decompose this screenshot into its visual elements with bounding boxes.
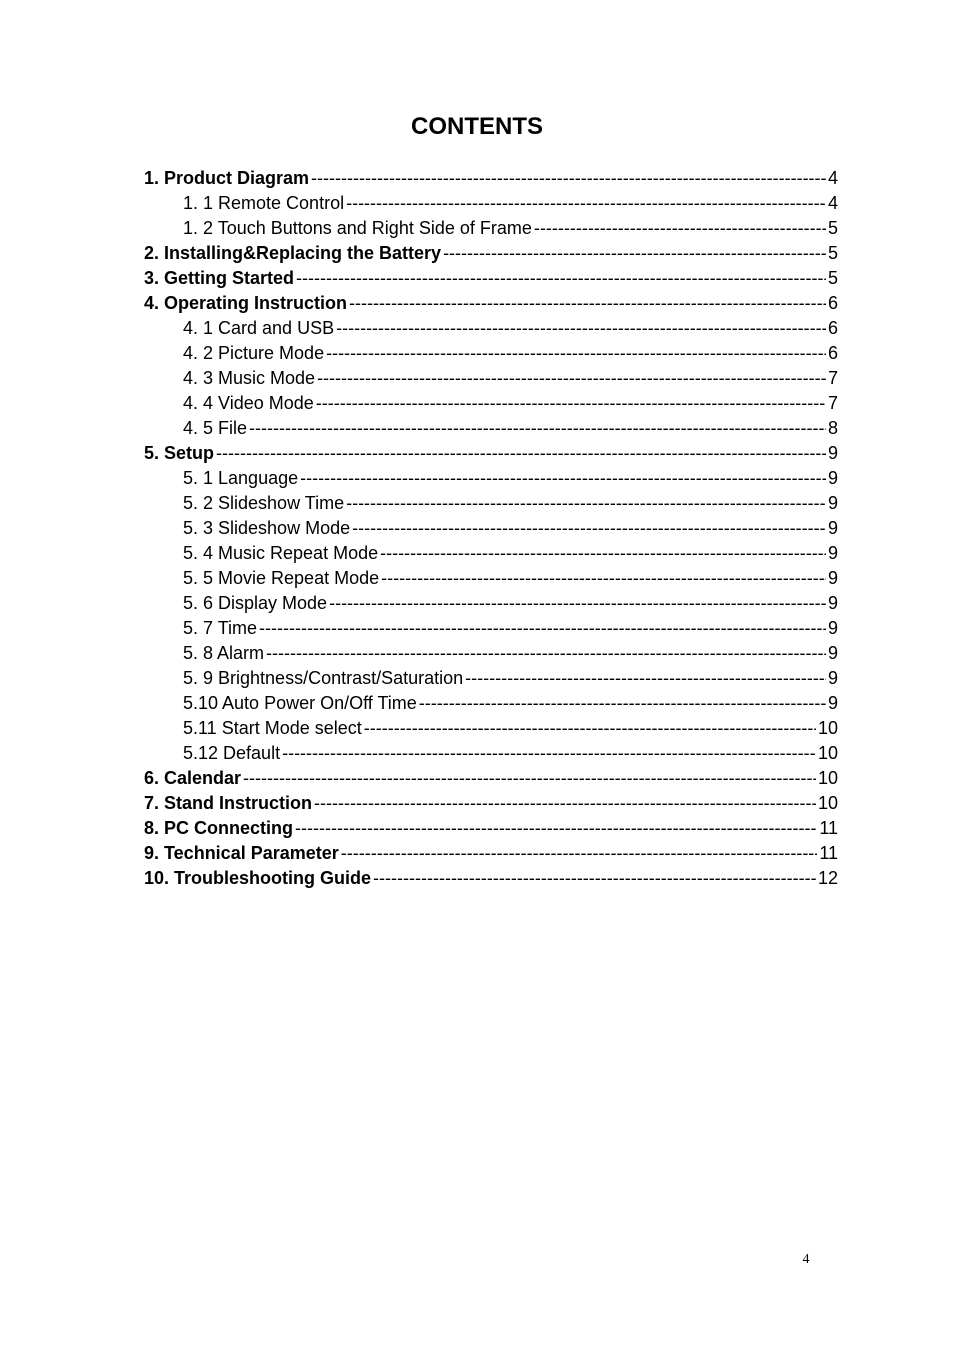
- toc-entry[interactable]: [144, 341, 838, 366]
- toc-entry-page: 7: [827, 368, 838, 388]
- toc-entry-page: 8: [827, 418, 838, 438]
- toc-entry-label: 5.12 Default: [183, 743, 281, 763]
- toc-entry-page: 11: [819, 818, 838, 838]
- toc-leader-dashes: [316, 391, 826, 416]
- toc-leader-dashes: [373, 866, 816, 891]
- page-title: CONTENTS: [411, 113, 543, 140]
- toc-leader-dashes: [266, 641, 826, 666]
- toc-leader-dashes: [216, 441, 826, 466]
- toc-leader-dashes: [341, 841, 818, 866]
- page-number: 4: [802, 1252, 810, 1267]
- toc-entry-label: 9. Technical Parameter: [144, 843, 339, 863]
- toc-entry[interactable]: [144, 791, 838, 816]
- toc-entry[interactable]: [144, 616, 838, 641]
- toc-leader-dashes: [380, 541, 826, 566]
- toc-entry-label: 2. Installing&Replacing the Battery: [144, 243, 442, 263]
- toc-entry-label: 1. 2 Touch Buttons and Right Side of Frame: [183, 218, 532, 238]
- toc-entry-page: 5: [827, 268, 838, 288]
- toc-entry-page: 9: [827, 493, 838, 513]
- toc-entry-label: 4. 1 Card and USB: [183, 318, 335, 338]
- toc-leader-dashes: [465, 666, 826, 691]
- toc-entry[interactable]: [144, 366, 838, 391]
- toc-leader-dashes: [352, 516, 826, 541]
- toc-entry-page: 10: [817, 793, 838, 813]
- toc-entry[interactable]: [144, 216, 838, 241]
- toc-entry-label: 1. 1 Remote Control: [183, 193, 345, 213]
- toc-entry-page: 6: [827, 318, 838, 338]
- toc-entry[interactable]: [144, 741, 838, 766]
- toc-entry-page: 10: [817, 768, 838, 788]
- toc-entry-label: 10. Troubleshooting Guide: [144, 868, 372, 888]
- toc-entry[interactable]: [144, 241, 838, 266]
- toc-entry-label: 5. 9 Brightness/Contrast/Saturation: [183, 668, 464, 688]
- toc-entry-page: 4: [827, 193, 838, 213]
- toc-entry[interactable]: [144, 666, 838, 691]
- toc-entry-page: 9: [827, 468, 838, 488]
- toc-entry[interactable]: [144, 391, 838, 416]
- toc-entry[interactable]: [144, 191, 838, 216]
- toc-leader-dashes: [314, 791, 816, 816]
- toc-entry-page: 12: [817, 868, 838, 888]
- toc-leader-dashes: [346, 191, 826, 216]
- toc-leader-dashes: [326, 341, 826, 366]
- toc-entry-page: 10: [817, 718, 838, 738]
- toc-entry-page: 9: [827, 693, 838, 713]
- toc-entry-page: 4: [827, 168, 838, 188]
- toc-entry[interactable]: [144, 516, 838, 541]
- toc-entry-label: 4. 3 Music Mode: [183, 368, 316, 388]
- toc-entry-page: 11: [819, 843, 838, 863]
- toc-entry-page: 5: [827, 243, 838, 263]
- toc-entry-label: 5.11 Start Mode select: [183, 718, 362, 738]
- toc-leader-dashes: [364, 716, 816, 741]
- toc-entry-label: 5. 2 Slideshow Time: [183, 493, 345, 513]
- toc-entry-label: 5. 5 Movie Repeat Mode: [183, 568, 380, 588]
- toc-entry-label: 5. 6 Display Mode: [183, 593, 328, 613]
- toc-entry-label: 4. 2 Picture Mode: [183, 343, 325, 363]
- toc-entry[interactable]: [144, 316, 838, 341]
- toc-entry[interactable]: [144, 441, 838, 466]
- toc-leader-dashes: [349, 291, 826, 316]
- toc-entry[interactable]: [144, 866, 838, 891]
- toc-entry-label: 6. Calendar: [144, 768, 242, 788]
- toc-entry-label: 1. Product Diagram: [144, 168, 310, 188]
- toc-leader-dashes: [259, 616, 826, 641]
- toc-entry-label: 5. 7 Time: [183, 618, 258, 638]
- toc-leader-dashes: [249, 416, 826, 441]
- toc-entry-label: 5. 3 Slideshow Mode: [183, 518, 351, 538]
- toc-entry-page: 9: [827, 518, 838, 538]
- toc-entry[interactable]: [144, 716, 838, 741]
- toc-entry-page: 6: [827, 343, 838, 363]
- toc-entry-page: 6: [827, 293, 838, 313]
- toc-entry[interactable]: [144, 691, 838, 716]
- toc-leader-dashes: [295, 816, 817, 841]
- toc-entry[interactable]: [144, 466, 838, 491]
- toc-entry-page: 9: [827, 443, 838, 463]
- toc-entry-page: 7: [827, 393, 838, 413]
- toc-entry[interactable]: [144, 766, 838, 791]
- toc-entry-page: 9: [827, 543, 838, 563]
- toc-entry-page: 9: [827, 668, 838, 688]
- toc-entry-label: 5. Setup: [144, 443, 215, 463]
- toc-leader-dashes: [296, 266, 826, 291]
- toc-entry[interactable]: [144, 591, 838, 616]
- toc-leader-dashes: [282, 741, 816, 766]
- toc-leader-dashes: [534, 216, 826, 241]
- toc-leader-dashes: [443, 241, 826, 266]
- toc-entry-page: 10: [817, 743, 838, 763]
- toc-entry-label: 4. Operating Instruction: [144, 293, 348, 313]
- toc-leader-dashes: [311, 166, 826, 191]
- toc-entry[interactable]: [144, 641, 838, 666]
- toc-entry-label: 5. 4 Music Repeat Mode: [183, 543, 379, 563]
- toc-entry[interactable]: [144, 166, 838, 191]
- toc-entry-label: 5.10 Auto Power On/Off Time: [183, 693, 417, 713]
- toc-leader-dashes: [329, 591, 826, 616]
- toc-entry[interactable]: [144, 266, 838, 291]
- toc-entry-page: 9: [827, 568, 838, 588]
- toc-entry-label: 3. Getting Started: [144, 268, 295, 288]
- toc-entry-label: 5. 1 Language: [183, 468, 299, 488]
- toc-entry[interactable]: [144, 566, 838, 591]
- toc-entry[interactable]: [144, 291, 838, 316]
- toc-entry-page: 9: [827, 593, 838, 613]
- toc-entry[interactable]: [144, 841, 838, 866]
- toc-entry-page: 5: [827, 218, 838, 238]
- toc-leader-dashes: [243, 766, 816, 791]
- toc-leader-dashes: [346, 491, 826, 516]
- toc-entry-page: 9: [827, 618, 838, 638]
- toc-leader-dashes: [300, 466, 826, 491]
- toc-entry-page: 9: [827, 643, 838, 663]
- toc-leader-dashes: [336, 316, 826, 341]
- toc-entry-label: 4. 4 Video Mode: [183, 393, 314, 413]
- toc-entry[interactable]: [144, 541, 838, 566]
- toc-entry[interactable]: [144, 491, 838, 516]
- toc-entry-label: 7. Stand Instruction: [144, 793, 313, 813]
- toc-entry[interactable]: [144, 416, 838, 441]
- table-of-contents: [144, 166, 838, 891]
- toc-entry-label: 8. PC Connecting: [144, 818, 294, 838]
- toc-leader-dashes: [317, 366, 826, 391]
- toc-entry-label: 4. 5 File: [183, 418, 248, 438]
- toc-entry[interactable]: [144, 816, 838, 841]
- toc-leader-dashes: [381, 566, 826, 591]
- toc-leader-dashes: [419, 691, 826, 716]
- toc-entry-label: 5. 8 Alarm: [183, 643, 265, 663]
